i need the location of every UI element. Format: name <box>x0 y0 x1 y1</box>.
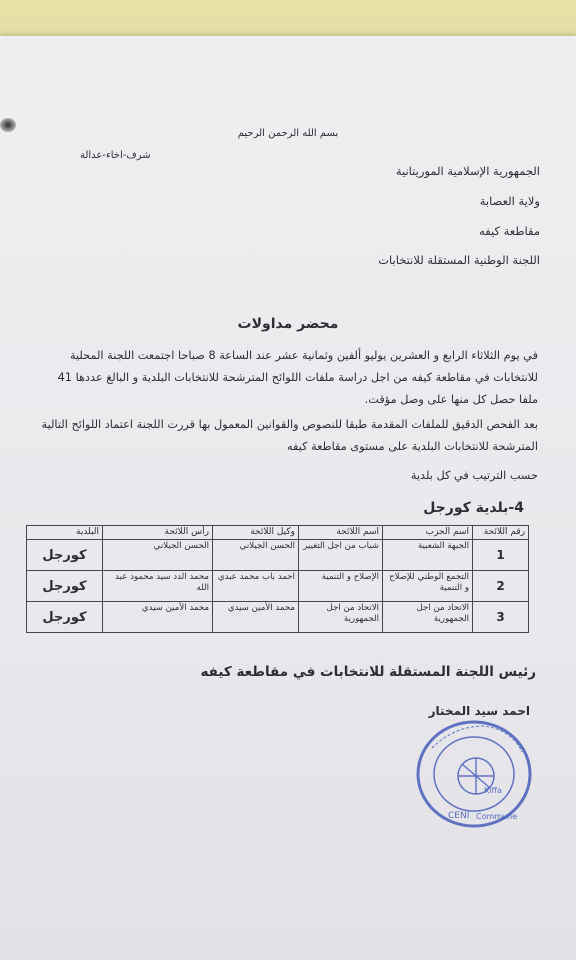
basmala: بسم الله الرحمن الرحيم <box>237 128 339 139</box>
paragraph-order: حسب الترتيب في كل بلدية <box>410 469 538 482</box>
cell-municipality: كورجل <box>27 602 103 633</box>
header-moughataa: مقاطعة كيفه <box>479 224 540 238</box>
cell-list-name: الاتحاد من اجل الجمهورية <box>299 602 383 633</box>
cell-agent: احمد باب محمد عبدي <box>213 571 299 602</box>
cell-municipality: كورجل <box>27 540 103 571</box>
cell-party: التجمع الوطني للإصلاح و التنمية <box>383 571 473 602</box>
cell-list-name: شباب من اجل التغيير <box>299 540 383 571</box>
official-stamp-icon <box>414 718 534 830</box>
header-commission: اللجنة الوطنية المستقلة للانتخابات <box>378 253 540 267</box>
header-list-name: اسم اللائحة <box>299 526 383 540</box>
table-row <box>27 540 529 571</box>
header-list-head: رأس اللائحة <box>103 526 213 540</box>
svg-text:CENI: CENI <box>448 811 470 821</box>
header-party-name: اسم الحزب <box>383 526 473 540</box>
svg-text:Commune: Commune <box>476 812 518 821</box>
header-municipality: البلدية <box>27 526 103 540</box>
paragraph-decision: بعد الفحص الدقيق للملفات المقدمة طبقا للنصوص والقوانين المعمول بها قررت اللجنة اعتماد اللوائح التالية المترشحة للانتخابات البلدية على مستوى مقاطعة كيفه <box>41 418 538 453</box>
table-header-row <box>27 526 529 540</box>
cell-head: الحسن الجيلاني <box>103 540 213 571</box>
cell-party: الاتحاد من اجل الجمهورية <box>383 602 473 633</box>
cell-list-name: الإصلاح و التنمية <box>299 571 383 602</box>
cell-municipality: كورجل <box>27 571 103 602</box>
signatory-name: احمد سيد المختار <box>428 704 530 718</box>
cell-list-number: 2 <box>473 571 529 602</box>
header-list-number: رقم اللائحة <box>473 526 529 540</box>
candidate-lists-table <box>26 525 529 633</box>
cell-list-number: 1 <box>473 540 529 571</box>
cell-head: محمد الدد سيد محمود عبد الله <box>103 571 213 602</box>
national-motto: شرف-اخاء-عدالة <box>80 150 151 161</box>
cell-list-number: 3 <box>473 602 529 633</box>
svg-text:Kiffa: Kiffa <box>484 786 502 795</box>
header-list-agent: وكيل اللائحة <box>213 526 299 540</box>
section-title: 4-بلدية كورجل <box>423 500 524 516</box>
paragraph-meeting: في يوم الثلاثاء الرابع و العشرين يوليو ألفين وثمانية عشر عند الساعة 8 صباحا اجتمعت اللجنة المحلية للانتخابات في مقاطعة كيفه من اجل دراسة ملفات اللوائح المترشحة للانتخابات البلدية و البالغ عددها 41 ملفا حصل كل منها على وصل مؤقت. <box>57 349 538 406</box>
cell-agent: محمد الأمين سيدي <box>213 602 299 633</box>
cell-party: الجبهة الشعبية <box>383 540 473 571</box>
chair-title: رئيس اللجنة المستقلة للانتخابات في مقاطعة كيفه <box>200 664 536 680</box>
document-title: محضر مداولات <box>237 316 339 332</box>
table-row <box>27 602 529 633</box>
header-republic: الجمهورية الإسلامية الموريتانية <box>395 164 540 178</box>
cell-agent: الحسن الجيلاني <box>213 540 299 571</box>
header-wilaya: ولاية العصابة <box>479 194 540 208</box>
table-row <box>27 571 529 602</box>
cell-head: محمد الأمين سيدي <box>103 602 213 633</box>
